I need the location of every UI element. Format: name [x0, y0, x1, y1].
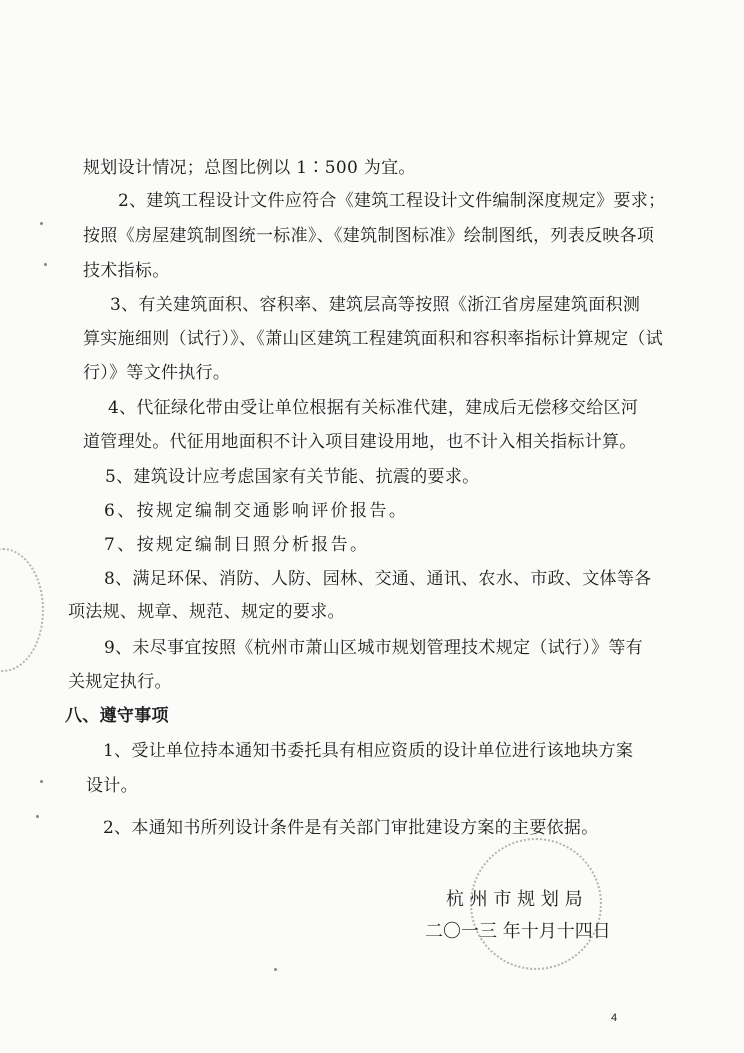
scan-speck	[274, 968, 277, 971]
paragraph-line: 8、满足环保、消防、人防、园林、交通、通讯、农水、市政、文体等各	[104, 569, 652, 589]
paragraph-line: 3、有关建筑面积、容积率、建筑层高等按照《浙江省房屋建筑面积测	[110, 295, 641, 315]
issuer-name: 杭 州 市 规 划 局	[446, 889, 583, 910]
scan-speck	[36, 815, 39, 818]
paragraph-line: 2、本通知书所列设计条件是有关部门审批建设方案的主要依据。	[103, 818, 599, 838]
paragraph-line: 项法规、规章、规范、规定的要求。	[68, 602, 345, 622]
paragraph-line: 设计。	[86, 776, 138, 796]
paragraph-line: 1、受让单位持本通知书委托具有相应资质的设计单位进行该地块方案	[103, 741, 634, 761]
paragraph-line: 关规定执行。	[68, 672, 172, 692]
scan-speck	[40, 222, 43, 225]
scan-speck	[44, 263, 47, 266]
page-number: 4	[611, 1012, 618, 1024]
paragraph-line: 规划设计情况；总图比例以 1∶500 为宜。	[83, 158, 416, 178]
paragraph-line: 7、按规定编制日照分析报告。	[104, 535, 370, 555]
scan-speck	[40, 780, 43, 783]
paragraph-line: 按照《房屋建筑制图统一标准》、《建筑制图标准》绘制图纸，列表反映各项	[83, 226, 655, 246]
paragraph-line: 9、未尽事宜按照《杭州市萧山区城市规划管理技术规定（试行）》等有	[104, 638, 643, 658]
paragraph-line: 道管理处。代征用地面积不计入项目建设用地，也不计入相关指标计算。	[83, 432, 637, 452]
paragraph-line: 技术指标。	[83, 261, 170, 281]
paragraph-line: 行）》等文件执行。	[83, 363, 231, 383]
issue-date: 二〇一三 年十月十四日	[425, 921, 611, 942]
section-heading: 八、遵守事项	[65, 706, 169, 726]
paragraph-line: 6、按规定编制交通影响评价报告。	[104, 501, 409, 521]
paragraph-line: 2、建筑工程设计文件应符合《建筑工程设计文件编制深度规定》要求；	[118, 191, 666, 211]
paragraph-line: 算实施细则（试行）》、《萧山区建筑工程建筑面积和容积率指标计算规定（试	[83, 329, 663, 349]
paragraph-line: 5、建筑设计应考虑国家有关节能、抗震的要求。	[105, 467, 480, 487]
official-seal-left	[0, 548, 44, 672]
paragraph-line: 4、代征绿化带由受让单位根据有关标准代建，建成后无偿移交给区河	[108, 398, 639, 418]
